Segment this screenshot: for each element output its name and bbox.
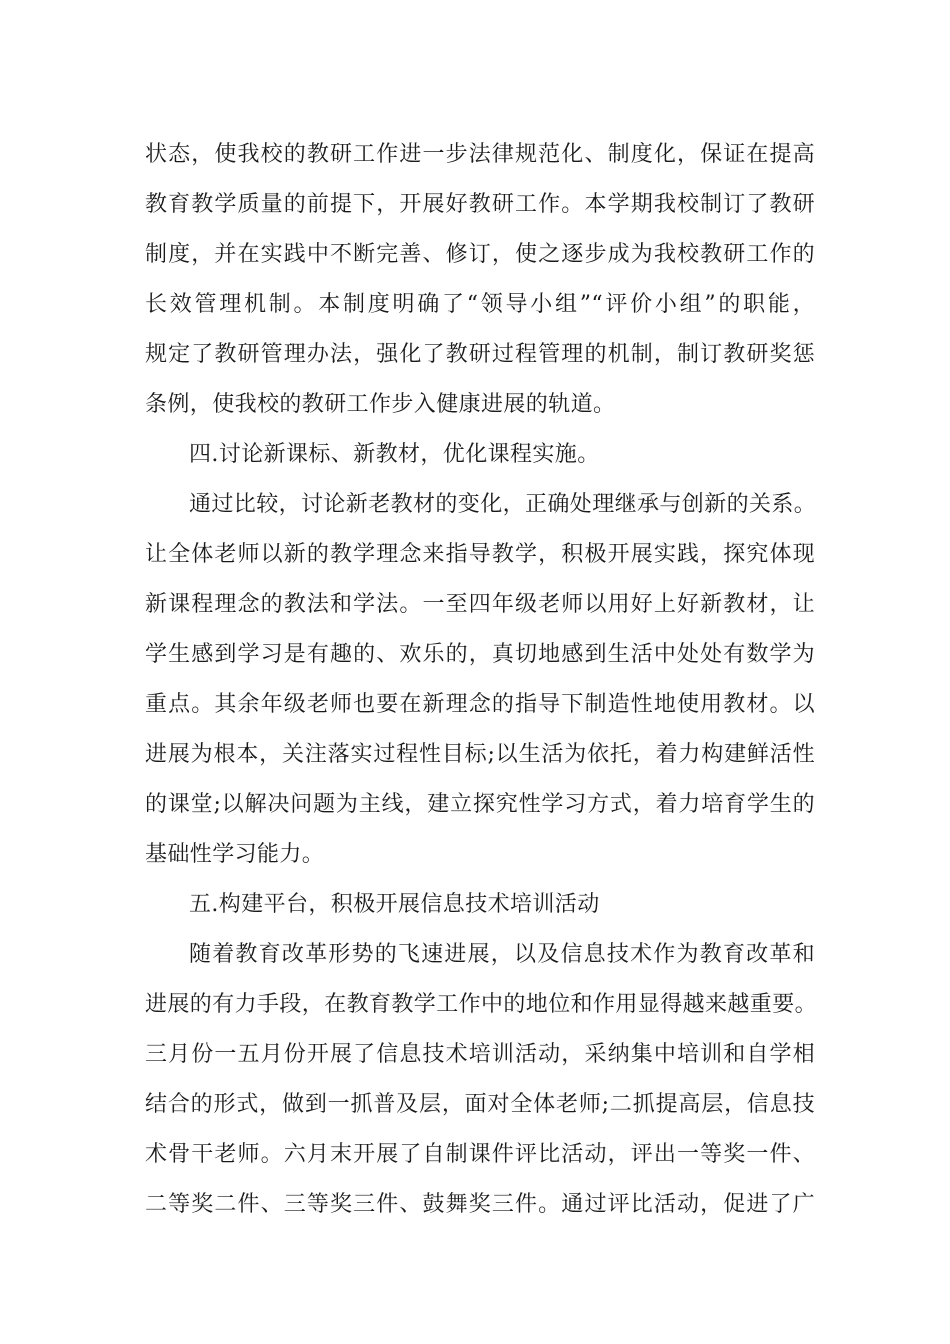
paragraph-line: 制度，并在实践中不断完善、修订，使之逐步成为我校教研工作的 — [145, 242, 815, 267]
paragraph-line: 通过比较，讨论新老教材的变化，正确处理继承与创新的关系。 — [189, 492, 817, 517]
paragraph-line: 结合的形式，做到一抓普及层，面对全体老师;二抓提高层，信息技 — [145, 1092, 815, 1117]
paragraph-line: 长效管理机制。本制度明确了“领导小组”“评价小组”的职能， — [145, 292, 815, 317]
document-page — [145, 130, 818, 1230]
paragraph-line: 重点。其余年级老师也要在新理念的指导下制造性地使用教材。以 — [145, 692, 815, 717]
paragraph-line: 术骨干老师。六月末开展了自制课件评比活动，评出一等奖一件、 — [145, 1142, 815, 1167]
paragraph-line: 基础性学习能力。 — [145, 842, 325, 867]
paragraph-line: 二等奖二件、三等奖三件、鼓舞奖三件。通过评比活动，促进了广 — [145, 1192, 815, 1217]
section-heading: 五.构建平台，积极开展信息技术培训活动 — [189, 892, 600, 917]
paragraph-line: 状态，使我校的教研工作进一步法律规范化、制度化，保证在提高 — [145, 142, 815, 167]
paragraph-line: 三月份一五月份开展了信息技术培训活动，采纳集中培训和自学相 — [145, 1042, 815, 1067]
paragraph-line: 条例，使我校的教研工作步入健康进展的轨道。 — [145, 392, 616, 417]
paragraph-line: 规定了教研管理办法，强化了教研过程管理的机制，制订教研奖惩 — [145, 342, 815, 367]
paragraph-line: 随着教育改革形势的飞速进展，以及信息技术作为教育改革和 — [189, 942, 815, 967]
paragraph-line: 让全体老师以新的教学理念来指导教学，积极开展实践，探究体现 — [145, 542, 815, 567]
paragraph-line: 学生感到学习是有趣的、欢乐的，真切地感到生活中处处有数学为 — [145, 642, 815, 667]
paragraph-line: 新课程理念的教法和学法。一至四年级老师以用好上好新教材，让 — [145, 592, 815, 617]
paragraph-line: 进展为根本，关注落实过程性目标;以生活为依托，着力构建鲜活性 — [145, 742, 815, 767]
paragraph-line: 教育教学质量的前提下，开展好教研工作。本学期我校制订了教研 — [145, 192, 815, 217]
paragraph-line: 进展的有力手段，在教育教学工作中的地位和作用显得越来越重要。 — [145, 992, 818, 1017]
section-heading: 四.讨论新课标、新教材，优化课程实施。 — [189, 442, 600, 467]
paragraph-line: 的课堂;以解决问题为主线，建立探究性学习方式，着力培育学生的 — [145, 792, 815, 817]
